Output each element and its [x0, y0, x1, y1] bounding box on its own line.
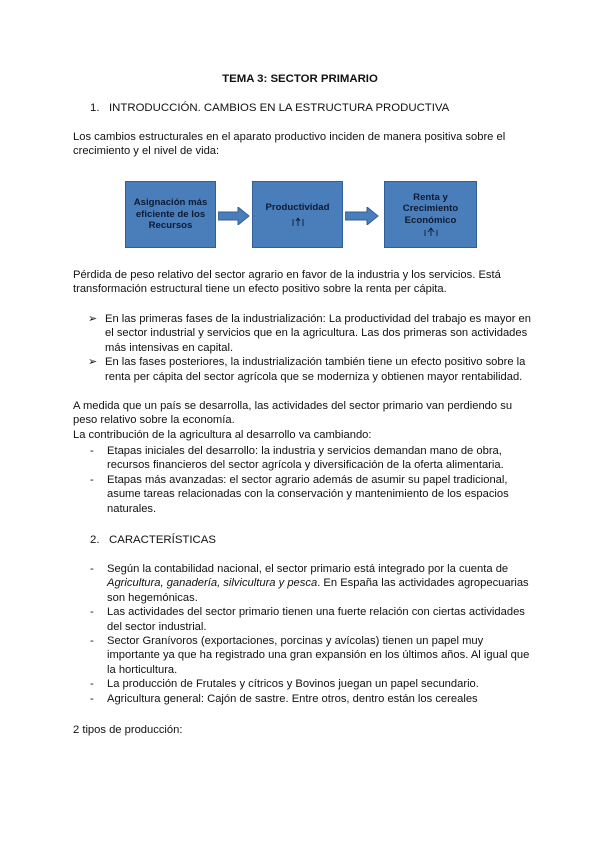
list-item — [90, 692, 535, 706]
development-paragraph — [73, 399, 533, 442]
section-number: 1. — [90, 102, 100, 114]
production-types-label: 2 tipos de producción: — [73, 724, 183, 736]
characteristics-list — [90, 562, 535, 706]
box-line: Crecimiento — [402, 203, 459, 215]
list-item-text: En las primeras fases de la industrialización: La productividad del trabajo es mayor en el sector industrial y servicios que en la agricultura. Las dos primeras son actividades más intensivas en capital. — [105, 313, 531, 354]
list-item — [90, 634, 535, 677]
box-line: Renta y — [413, 191, 448, 203]
list-item-text: Según la contabilidad nacional, el sector primario está integrado por la cuenta de — [107, 563, 509, 575]
dash-marker: - — [90, 445, 94, 457]
box-line: Asignación más — [133, 197, 208, 209]
arrow-bullet-icon: ➢ — [88, 313, 98, 325]
list-item — [90, 562, 535, 605]
dash-list — [90, 444, 535, 516]
dash-marker: - — [90, 635, 94, 648]
list-item-text: Etapas iniciales del desarrollo: la industria y servicios demandan mano de obra, recursos financieros del sector agrícola y diversificación de la oferta alimentaria. — [107, 445, 504, 472]
dash-marker: - — [90, 606, 94, 619]
list-item — [90, 677, 535, 691]
section-1-heading — [90, 101, 449, 115]
up-arrow-icon — [422, 227, 440, 237]
section-number: 2. — [90, 534, 100, 546]
list-item — [88, 312, 538, 355]
up-arrow-icon — [291, 217, 305, 227]
list-item — [88, 355, 538, 384]
arrow-bullet-list — [88, 312, 538, 384]
list-item-text: La producción de Frutales y cítricos y Bovinos juegan un papel secundario. — [107, 678, 479, 691]
list-item-text: Las actividades del sector primario tienen una fuerte relación con ciertas actividades del sector industrial. — [107, 606, 525, 633]
page-title: TEMA 3: SECTOR PRIMARIO — [222, 73, 378, 85]
list-item-text: En las fases posteriores, la industrialización también tiene un efecto positivo sobre la renta per cápita del sector agrícola que se moderniza y obtienen mayor rentabilidad. — [105, 356, 526, 383]
box-line: Económico — [404, 214, 457, 226]
list-item-text: Etapas más avanzadas: el sector agrario además de asumir su papel tradicional, asume tareas relacionadas con la conservación y mantenimiento de los espacios naturales. — [107, 473, 509, 515]
box-line: eficiente de los — [135, 208, 206, 220]
diagram-box-productivity — [252, 181, 343, 248]
list-item — [90, 473, 535, 516]
box-line: Recursos — [148, 220, 193, 232]
dash-marker: - — [90, 692, 94, 705]
list-item-text: Agricultura general: Cajón de sastre. Entre otros, dentro están los cereales — [107, 692, 478, 705]
right-arrow-icon — [218, 207, 250, 225]
diagram-box-resources — [125, 181, 216, 248]
paragraph-text: A medida que un país se desarrolla, las actividades del sector primario van perdiendo su peso relativo sobre la economía. — [73, 400, 513, 427]
list-item-text: . En España las actividades agropecuarias son hegemónicas. — [107, 577, 529, 604]
arrow-bullet-icon: ➢ — [88, 356, 98, 369]
list-item — [90, 444, 535, 473]
section-title: INTRODUCCIÓN. CAMBIOS EN LA ESTRUCTURA PRODUCTIVA — [109, 102, 450, 114]
list-item-italic: Agricultura, ganadería, silvicultura y pesca — [107, 577, 318, 590]
dash-marker: - — [90, 563, 94, 575]
right-arrow-icon — [345, 207, 379, 225]
paragraph-text: La contribución de la agricultura al desarrollo va cambiando: — [73, 428, 372, 441]
box-label: Productividad — [265, 202, 330, 214]
diagram-box-income — [384, 181, 477, 248]
section-title: CARACTERÍSTICAS — [109, 534, 216, 546]
structural-change-paragraph: Pérdida de peso relativo del sector agrario en favor de la industria y los servicios. Está transformación estructural tiene un efecto positivo sobre la renta per cápita. — [73, 269, 501, 296]
section-2-heading — [90, 533, 216, 547]
dash-marker: - — [90, 678, 94, 691]
intro-paragraph: Los cambios estructurales en el aparato productivo inciden de manera positiva sobre el crecimiento y el nivel de vida: — [73, 131, 506, 158]
dash-marker: - — [90, 473, 94, 486]
list-item — [90, 605, 535, 634]
list-item-text: Sector Granívoros (exportaciones, porcinas y avícolas) tienen un papel muy importante ya que ha registrado una gran expansión en los últimos años. Al igual que la horticultura. — [107, 635, 530, 676]
